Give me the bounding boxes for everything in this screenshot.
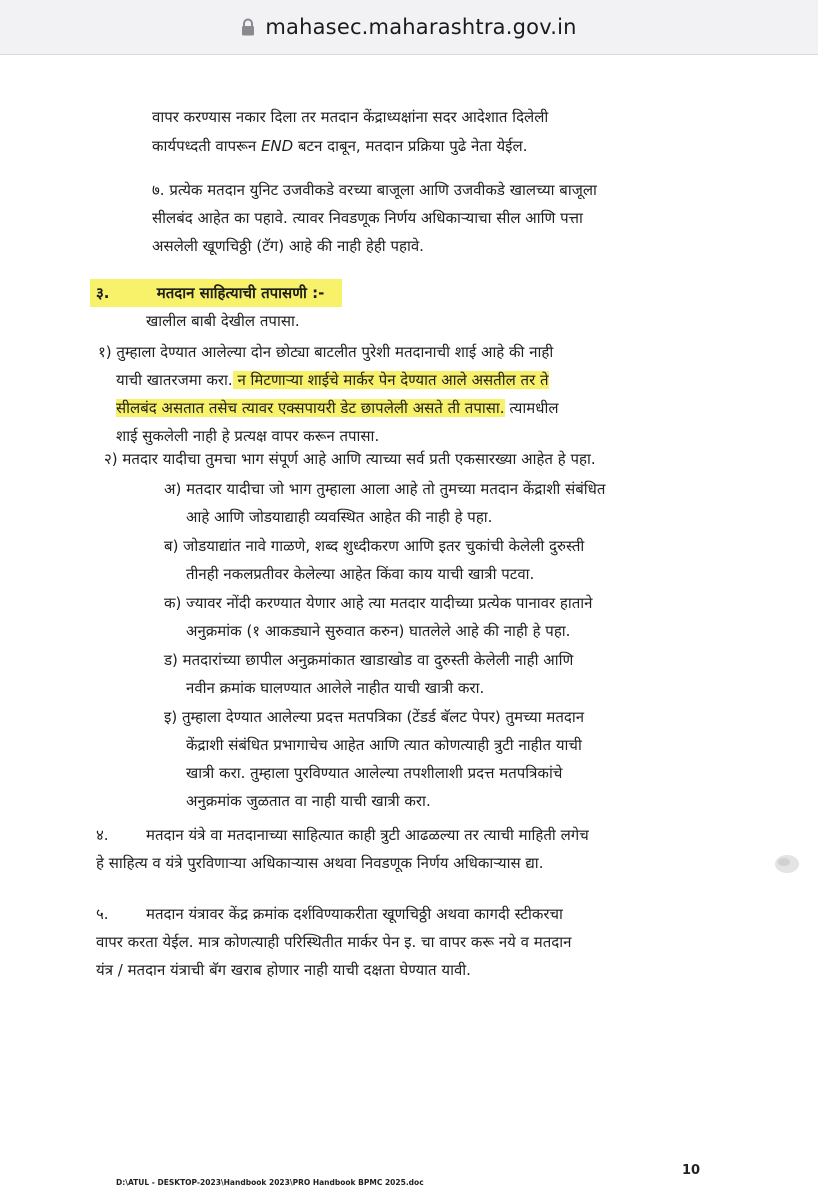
- url-text: mahasec.maharashtra.gov.in: [265, 15, 577, 39]
- lock-icon: [241, 18, 255, 36]
- p1-line-4: शाई सुकलेली नाही हे प्रत्यक्ष वापर करून तपासा.: [116, 427, 380, 445]
- p2-line-1: २) मतदार यादीचा तुमचा भाग संपूर्ण आहे आणि त्याच्या सर्व प्रती एकसारख्या आहेत हे पहा.: [104, 450, 596, 468]
- section5-number: ५.: [96, 905, 109, 923]
- highlighted-text: न मिटणाऱ्या शाईचे मार्कर पेन देण्यात आले असतील तर ते: [232, 371, 549, 389]
- s5-line-2: वापर करता येईल. मात्र कोणत्याही परिस्थितीत मार्कर पेन इ. चा वापर करू नये व मतदान: [96, 933, 572, 951]
- p1-line-2: [116, 366, 549, 394]
- highlighted-text: सीलबंद असतात तसेच त्यावर एक्सपायरी डेट छापलेली असते ती तपासा.: [116, 399, 505, 417]
- pa-line-2: आहे आणि जोडयाद्याही व्यवस्थित आहेत की नाही हे पहा.: [186, 508, 493, 526]
- pe-line-4: अनुक्रमांक जुळतात वा नाही याची खात्री करा.: [186, 792, 431, 810]
- s5-line-1: मतदान यंत्रावर केंद्र क्रमांक दर्शविण्याकरीता खूणचिठ्ठी अथवा कागदी स्टीकरचा: [146, 905, 563, 923]
- page-number: 10: [682, 1163, 701, 1178]
- pe-line-3: खात्री करा. तुम्हाला पुरविण्यात आलेल्या तपशीलाशी प्रदत्त मतपत्रिकांचे: [186, 764, 563, 782]
- p1-line-3: [116, 394, 559, 422]
- section3-number: ३.: [96, 284, 110, 302]
- intro-line-2-tail: बटन दाबून, मतदान प्रक्रिया पुढे नेता येईल.: [293, 137, 528, 155]
- pc-line-1: क) ज्यावर नोंदी करण्यात येणार आहे त्या मतदार यादीच्या प्रत्येक पानावर हाताने: [164, 594, 593, 612]
- intro-line-2-text: कार्यपध्दती वापरून: [152, 137, 261, 155]
- pe-line-2: केंद्राशी संबंधित प्रभागाचेच आहेत आणि त्यात कोणत्याही त्रुटी नाहीत याची: [186, 736, 582, 754]
- pe-line-1: इ) तुम्हाला देण्यात आलेल्या प्रदत्त मतपत्रिका (टेंडर्ड बॅलट पेपर) तुमच्या मतदान: [164, 708, 585, 726]
- section3-intro: खालील बाबी देखील तपासा.: [146, 312, 300, 330]
- document-page: [0, 55, 818, 1200]
- item7-line-3: असलेली खूणचिठ्ठी (टॅग) आहे की नाही हेही पहावे.: [152, 237, 424, 255]
- p1-line-1: १) तुम्हाला देण्यात आलेल्या दोन छोट्या बाटलीत पुरेशी मतदानाची शाई आहे की नाही: [98, 343, 554, 361]
- section3-heading: [90, 279, 342, 307]
- pc-line-2: अनुक्रमांक (१ आकड्याने सुरुवात करुन) घातलेले आहे की नाही हे पहा.: [186, 622, 571, 640]
- pd-line-2: नवीन क्रमांक घालण्यात आलेले नाहीत याची खात्री करा.: [186, 679, 485, 697]
- end-button-term: END: [260, 137, 294, 155]
- s5-line-3: यंत्र / मतदान यंत्राची बॅग खराब होणार नाही याची दक्षता घेण्यात यावी.: [96, 961, 471, 979]
- pd-line-1: ड) मतदारांच्या छापील अनुक्रमांकात खाडाखोड वा दुरुस्ती केलेली नाही आणि: [164, 651, 574, 669]
- pa-line-1: अ) मतदार यादीचा जो भाग तुम्हाला आला आहे तो तुमच्या मतदान केंद्राशी संबंधित: [164, 480, 606, 498]
- smudge-mark: [772, 851, 802, 877]
- section4-number: ४.: [96, 826, 109, 844]
- s4-line-1: मतदान यंत्रे वा मतदानाच्या साहित्यात काही त्रुटी आढळल्या तर त्याची माहिती लगेच: [146, 826, 589, 844]
- item7-line-2: सीलबंद आहेत का पहावे. त्यावर निवडणूक निर्णय अधिकाऱ्याचा सील आणि पत्ता: [152, 209, 583, 227]
- item7-line-1: ७. प्रत्येक मतदान युनिट उजवीकडे वरच्या बाजूला आणि उजवीकडे खालच्या बाजूला: [152, 181, 597, 199]
- p1-line-2-text: याची खातरजमा करा.: [116, 371, 233, 389]
- footer-file-path: D:\ATUL - DESKTOP-2023\Handbook 2023\PRO Handbook BPMC 2025.doc: [116, 1178, 424, 1187]
- intro-line-2: [152, 132, 527, 160]
- s4-line-2: हे साहित्य व यंत्रे पुरविणाऱ्या अधिकाऱ्यास अथवा निवडणूक निर्णय अधिकाऱ्यास द्या.: [96, 854, 544, 872]
- p1-line-3-tail: त्यामधील: [504, 399, 559, 417]
- pb-line-2: तीनही नकलप्रतीवर केलेल्या आहेत किंवा काय याची खात्री पटवा.: [186, 565, 535, 583]
- address-bar[interactable]: [0, 0, 818, 55]
- section3-title: मतदान साहित्याची तपासणी :-: [156, 284, 325, 302]
- intro-line-1: वापर करण्यास नकार दिला तर मतदान केंद्राध्यक्षांना सदर आदेशात दिलेली: [152, 108, 549, 126]
- pb-line-1: ब) जोडयाद्यांत नावे गाळणे, शब्द शुध्दीकरण आणि इतर चुकांची केलेली दुरुस्ती: [164, 537, 585, 555]
